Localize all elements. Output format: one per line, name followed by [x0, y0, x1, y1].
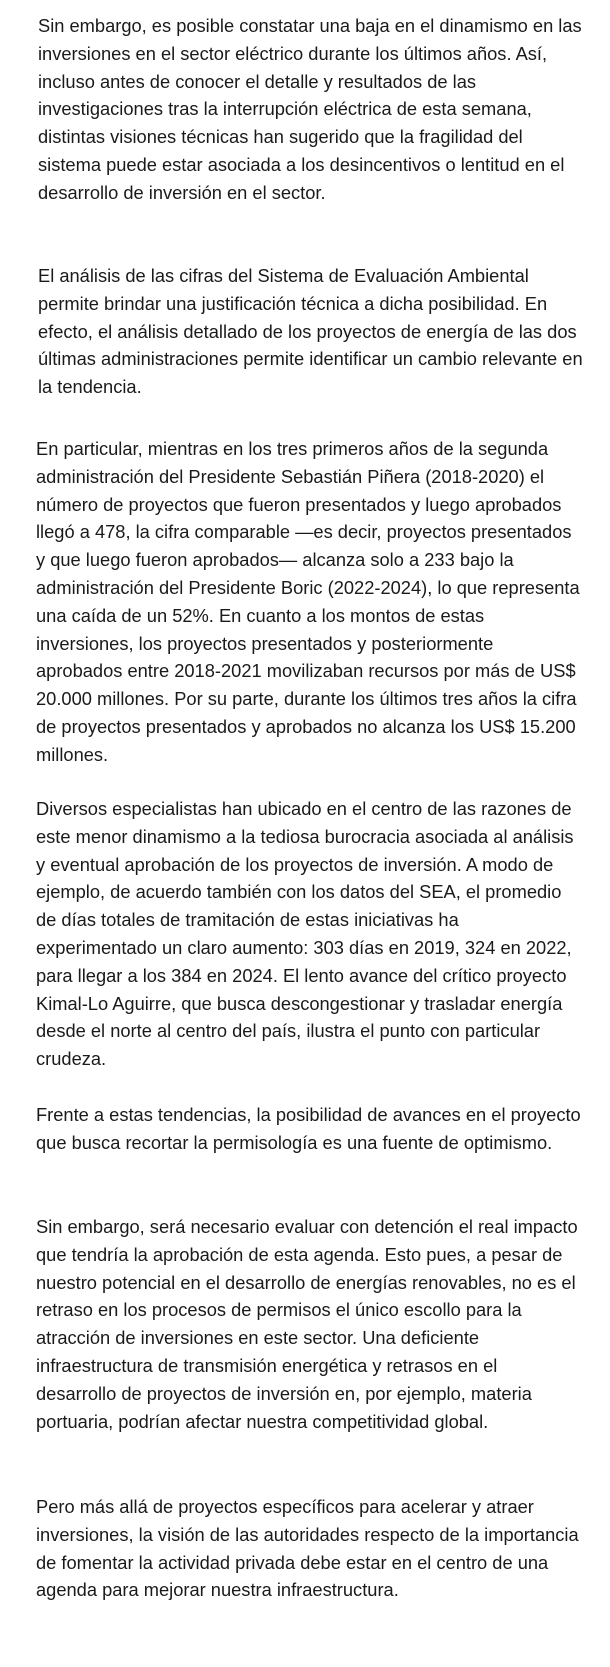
paragraph-7: Pero más allá de proyectos específicos para acelerar y atraer inversiones, la visión de las autoridades respecto de la importancia de fomentar la actividad privada debe estar en el centro de una agenda para mejorar nuestra infraestructura. — [36, 1496, 579, 1601]
paragraph-3: En particular, mientras en los tres primeros años de la segunda administración del Presidente Sebastián Piñera (2018-2020) el número de proyectos que fueron presentados y luego aprobados llegó a 478, la cifra comparable —es decir, proyectos presentados y que luego fueron aprobados— alcanza solo a 233 bajo la administración del Presidente Boric (2022-2024), lo que representa una caída de un 52%. En cuanto a los montos de estas inversiones, los proyectos presentados y posteriormente aprobados entre 2018-2021 movilizaban recursos por más de US$ 20.000 millones. Por su parte, durante los últimos tres años la cifra de proyectos presentados y aprobados no alcanza los US$ 15.200 millones. — [36, 438, 580, 765]
paragraph-2: El análisis de las cifras del Sistema de Evaluación Ambiental permite brindar una justificación técnica a dicha posibilidad. En efecto, el análisis detallado de los proyectos de energía de las dos últimas administraciones permite identificar un cambio relevante en la tendencia. — [38, 265, 583, 398]
paragraph-5: Frente a estas tendencias, la posibilidad de avances en el proyecto que busca recortar la permisología es una fuente de optimismo. — [36, 1104, 581, 1153]
paragraph-6: Sin embargo, será necesario evaluar con detención el real impacto que tendría la aprobación de esta agenda. Esto pues, a pesar de nuestro potencial en el desarrollo de energías renovables, no es el retraso en los procesos de permisos el único escollo para la atracción de inversiones en este sector. Una deficiente infraestructura de transmisión energética y retrasos en el desarrollo de proyectos de inversión en, por ejemplo, materia portuaria, podrían afectar nuestra competitividad global. — [36, 1216, 578, 1432]
paragraph-1: Sin embargo, es posible constatar una baja en el dinamismo en las inversiones en el sector eléctrico durante los últimos años. Así, incluso antes de conocer el detalle y resultados de las investigaciones tras la interrupción eléctrica de esta semana, distintas visiones técnicas han sugerido que la fragilidad del sistema puede estar asociada a los desincentivos o lentitud en el desarrollo de inversión en el sector. — [38, 15, 582, 203]
paragraph-4: Diversos especialistas han ubicado en el centro de las razones de este menor dinamismo a la tediosa burocracia asociada al análisis y eventual aprobación de los proyectos de inversión. A modo de ejemplo, de acuerdo también con los datos del SEA, el promedio de días totales de tramitación de estas iniciativas ha experimentado un claro aumento: 303 días en 2019, 324 en 2022, para llegar a los 384 en 2024. El lento avance del crítico proyecto Kimal-Lo Aguirre, que busca descongestionar y trasladar energía desde el norte al centro del país, ilustra el punto con particular crudeza. — [36, 798, 574, 1070]
